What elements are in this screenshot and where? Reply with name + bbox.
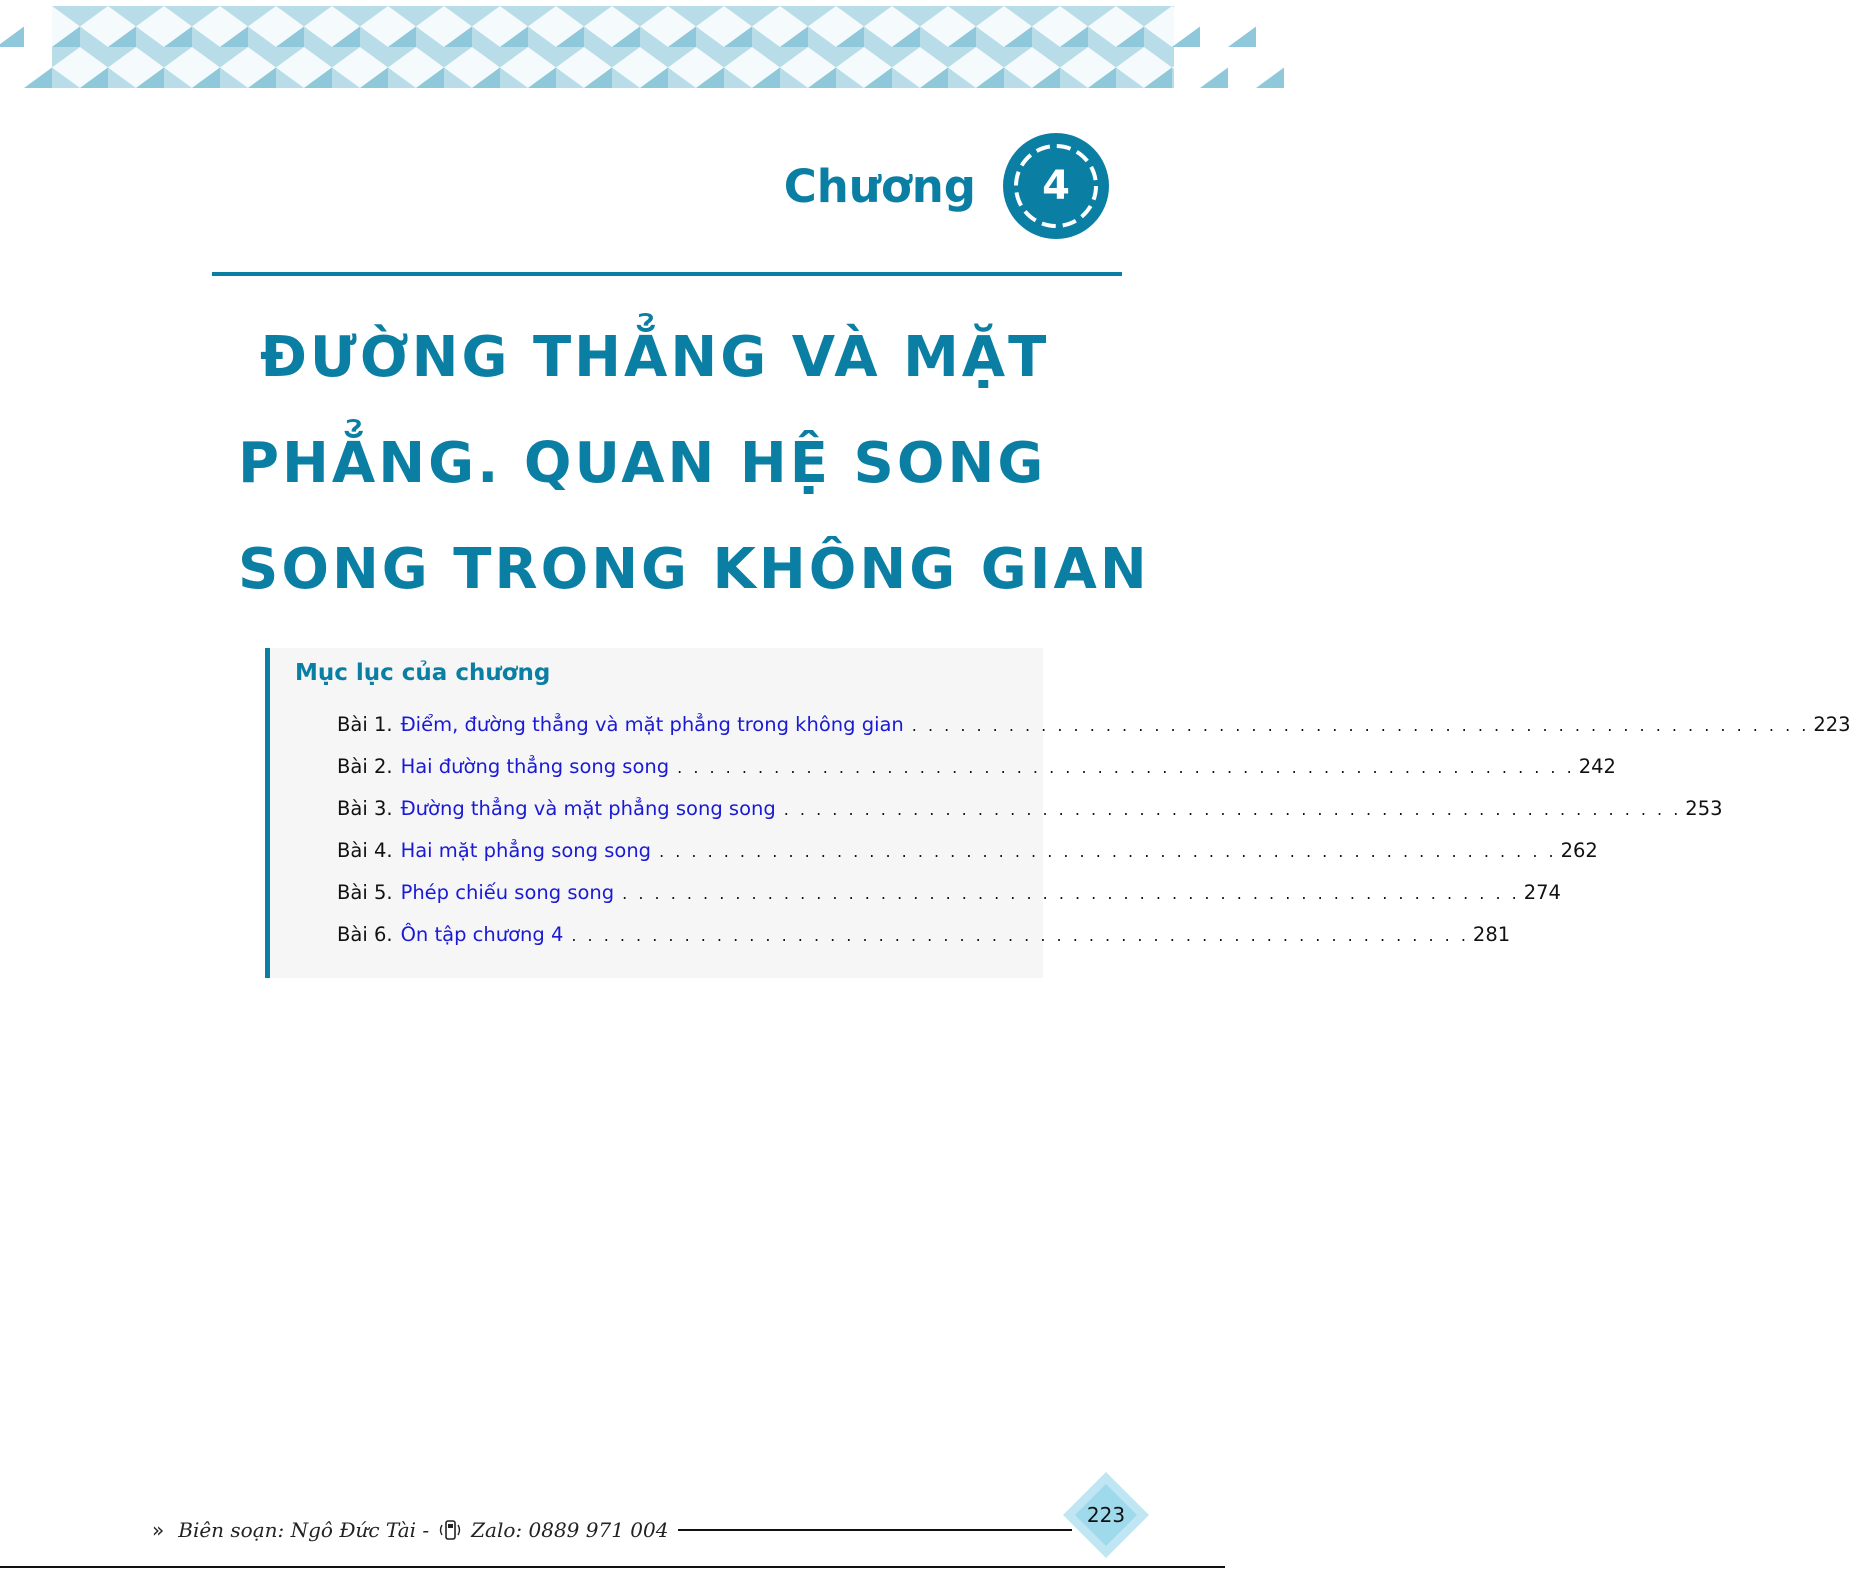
- toc-item[interactable]: [337, 704, 1851, 746]
- page-footer: [152, 1512, 1072, 1548]
- toc-leader-dots: . . . . . . . . . . . . . . . . . . . . . . . . . . . . . . . . . . . . . . . . . . . . . . . . . . . . . . . .: [677, 758, 1575, 777]
- toc-item-prefix: Bài 3.: [337, 797, 393, 820]
- toc-item-page: 242: [1578, 755, 1616, 778]
- toc-leader-dots: . . . . . . . . . . . . . . . . . . . . . . . . . . . . . . . . . . . . . . . . . . . . . . . . . . . . . . . .: [911, 716, 1810, 735]
- toc-item-prefix: Bài 4.: [337, 839, 393, 862]
- chapter-title-line-2: PHẲNG. QUAN HỆ SONG: [238, 431, 1047, 496]
- toc-item-prefix: Bài 5.: [337, 881, 393, 904]
- bottom-rule: [0, 1566, 1225, 1568]
- toc-item[interactable]: [337, 914, 1511, 956]
- toc-leader-dots: . . . . . . . . . . . . . . . . . . . . . . . . . . . . . . . . . . . . . . . . . . . . . . . . . . . . . . . .: [622, 884, 1520, 903]
- chapter-title-line-1: ĐƯỜNG THẲNG VÀ MẶT: [260, 325, 1050, 390]
- toc-item-link[interactable]: Ôn tập chương 4: [400, 923, 564, 946]
- chapter-heading: [784, 132, 1110, 240]
- toc-item-page: 281: [1472, 923, 1511, 946]
- toc-item-prefix: Bài 1.: [337, 713, 393, 736]
- toc-item-prefix: Bài 2.: [337, 755, 393, 778]
- toc-item-link[interactable]: Hai đường thẳng song song: [400, 755, 670, 778]
- toc-item-page: 274: [1523, 881, 1561, 904]
- page-number: 223: [1086, 1503, 1126, 1527]
- footer-author: Biên soạn: Ngô Đức Tài -: [178, 1518, 430, 1542]
- toc-item-link[interactable]: Hai mặt phẳng song song: [400, 839, 652, 862]
- toc-item-page: 253: [1685, 797, 1723, 820]
- toc-item[interactable]: [337, 830, 1598, 872]
- toc-item-page: 262: [1560, 839, 1598, 862]
- decorative-banner: [52, 6, 1174, 88]
- toc-leader-dots: . . . . . . . . . . . . . . . . . . . . . . . . . . . . . . . . . . . . . . . . . . . . . . . . . . . . . . . .: [783, 800, 1682, 819]
- toc-item[interactable]: [337, 872, 1561, 914]
- toc-list: [337, 704, 1851, 956]
- toc-heading: Mục lục của chương: [295, 660, 551, 686]
- footer-rule: [678, 1529, 1072, 1531]
- chapter-label: Chương: [783, 159, 976, 213]
- toc-item[interactable]: [337, 788, 1723, 830]
- footer-contact: Zalo: 0889 971 004: [471, 1518, 669, 1542]
- footer-chevron-icon: »: [152, 1518, 165, 1542]
- toc-item-link[interactable]: Điểm, đường thẳng và mặt phẳng trong không gian: [400, 713, 904, 736]
- toc-leader-dots: . . . . . . . . . . . . . . . . . . . . . . . . . . . . . . . . . . . . . . . . . . . . . . . . . . . . . . . .: [659, 842, 1557, 861]
- page-number-badge: [1061, 1470, 1151, 1560]
- toc-leader-dots: . . . . . . . . . . . . . . . . . . . . . . . . . . . . . . . . . . . . . . . . . . . . . . . . . . . . . . . .: [571, 926, 1469, 945]
- chapter-title: [238, 310, 1150, 628]
- toc-item-prefix: Bài 6.: [337, 923, 393, 946]
- chapter-toc: [265, 648, 1851, 978]
- toc-item-link[interactable]: Phép chiếu song song: [400, 881, 615, 904]
- toc-item-link[interactable]: Đường thẳng và mặt phẳng song song: [400, 797, 776, 820]
- chapter-number-badge: [1002, 132, 1110, 240]
- toc-item-page: 223: [1813, 713, 1851, 736]
- toc-item[interactable]: [337, 746, 1616, 788]
- chapter-title-line-3: SONG TRONG KHÔNG GIAN: [238, 537, 1150, 602]
- chapter-number: 4: [1042, 163, 1070, 209]
- heading-divider: [212, 272, 1122, 276]
- phone-icon: [437, 1517, 463, 1543]
